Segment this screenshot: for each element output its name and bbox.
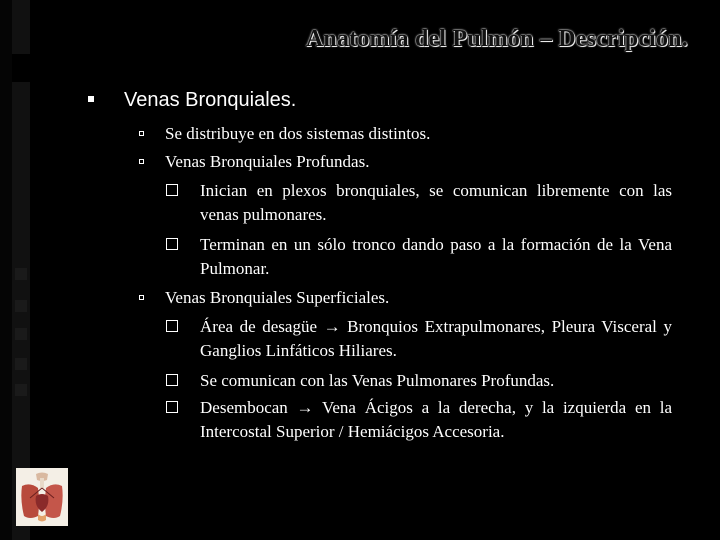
small-square-bullet-icon — [139, 131, 144, 136]
decor-square — [15, 300, 27, 312]
slide-title: Anatomía del Pulmón – Descripción. — [305, 26, 688, 52]
hollow-square-bullet-icon — [166, 238, 178, 250]
left-band — [0, 0, 12, 540]
square-bullet-icon — [88, 96, 94, 102]
list-item: Se distribuye en dos sistemas distintos. — [165, 124, 431, 143]
list-item: Venas Bronquiales Profundas. — [165, 152, 370, 171]
lung-anatomy-image — [16, 468, 68, 526]
hollow-square-bullet-icon — [166, 374, 178, 386]
decor-square — [15, 328, 27, 340]
main-heading: Venas Bronquiales. — [124, 89, 297, 111]
decor-square — [15, 268, 27, 280]
hollow-square-bullet-icon — [166, 401, 178, 413]
decor-square — [15, 384, 27, 396]
sub-item: Se comunican con las Venas Pulmonares Profundas. — [200, 371, 555, 390]
small-square-bullet-icon — [139, 159, 144, 164]
decor-square — [15, 358, 27, 370]
sub-item: Desembocan → Vena Ácigos a la derecha, y la izquierda en la Intercostal Superior / Hemiácigos Accesoria. — [200, 398, 672, 441]
sub-item: Terminan en un sólo tronco dando paso a la formación de la Vena Pulmonar. — [200, 235, 672, 278]
strip-block — [12, 54, 30, 82]
sub-item: Área de desagüe → Bronquios Extrapulmonares, Pleura Visceral y Ganglios Linfáticos Hiliares. — [200, 317, 672, 360]
small-square-bullet-icon — [139, 295, 144, 300]
hollow-square-bullet-icon — [166, 320, 178, 332]
list-item: Venas Bronquiales Superficiales. — [165, 288, 390, 307]
hollow-square-bullet-icon — [166, 184, 178, 196]
sub-item: Inician en plexos bronquiales, se comunican libremente con las venas pulmonares. — [200, 181, 672, 224]
